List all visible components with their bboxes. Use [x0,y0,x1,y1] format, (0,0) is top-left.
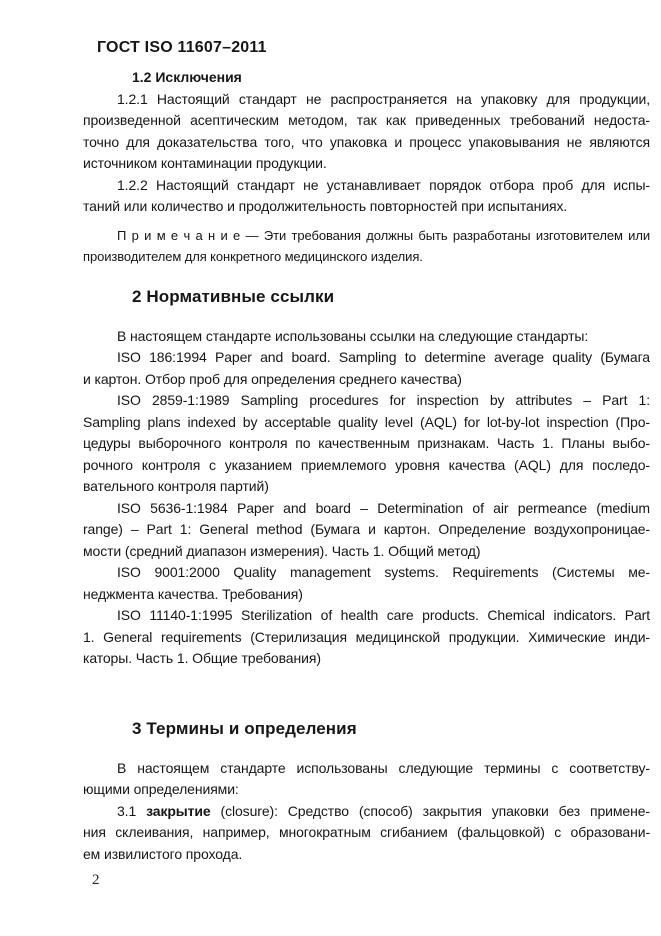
section-heading: 3 Термины и определения [132,718,357,738]
paragraph [83,498,650,563]
text-line: ISO 5636-1:1984 Paper and board – Determination of air permeance (medium [117,499,650,516]
text-line: вательного контроля партий) [83,478,269,494]
paragraph [83,758,650,801]
sub-section-heading: 1.2 Исключения [132,69,242,85]
text-line: произведенной асептическим методом, так как приведенных требований недоста- [83,112,650,128]
paragraph [83,801,650,866]
text-line [83,801,650,823]
text-line: источником контаминации продукции. [83,155,327,171]
text-line: 1.2.1 Настоящий стандарт не распространяется на упаковку для продукции, [117,90,650,107]
text-line: ISO 11140-1:1995 Sterilization of health care products. Chemical indicators. Part [117,607,650,623]
text-line: ISO 186:1994 Paper and board. Sampling to determine average quality (Бумага [117,349,650,365]
text-line: В настоящем стандарте использованы ссылки на следующие стандарты: [117,327,589,344]
text-line: ем извилистого прохода. [83,845,243,862]
paragraph [83,175,650,218]
text-line: ния склеивания, например, многократным сгибанием (фальцовкой) с образовани- [83,824,650,840]
text-line: range) – Part 1: General method (Бумага и картон. Определение воздухопроницае- [83,521,650,537]
document-page [83,37,650,865]
text-segment: (closure): Средство (способ) закрытия упаковки без примене- [210,802,650,819]
text-line: 1.2.2 Настоящий стандарт не устанавливает порядок отбора проб для испы- [117,176,650,193]
text-line: Sampling plans indexed by acceptable quality level (AQL) for lot-by-lot inspection (Про- [83,413,650,430]
text-line: каторы. Часть 1. Общие требования) [83,650,321,666]
text-segment: 3.1 [117,802,147,819]
paragraph [83,326,650,348]
text-line: 1. General requirements (Стерилизация медицинской продукции. Химические инди- [83,628,650,645]
paragraph [83,347,650,390]
text-line: ISO 9001:2000 Quality management systems. Requirements (Системы ме- [117,564,650,580]
paragraph [83,390,650,498]
text-line: и картон. Отбор проб для определения среднего качества) [83,370,462,387]
text-line: рочного контроля с указанием приемлемого уровня качества (AQL) для последо- [83,456,650,473]
term-bold-text: закрытие [146,802,211,819]
section-heading: 2 Нормативные ссылки [132,286,335,306]
text-line: производителем для конкретного медицинского изделия. [83,249,423,264]
paragraph [83,605,650,670]
text-line: неджмента качества. Требования) [83,585,303,602]
page-number: 2 [92,872,100,888]
text-line: таний или количество и продолжительность повторностей при испытаниях. [83,198,568,214]
text-line: ющими определениями: [83,781,239,797]
text-line: П р и м е ч а н и е — Эти требования должны быть разработаны изготовителем или [117,227,650,243]
document-body [83,67,650,865]
text-line: цедуры выборочного контроля по качественным признакам. Часть 1. Планы выбо- [83,435,650,451]
paragraph [83,562,650,605]
text-line: В настоящем стандарте использованы следующие термины с соответству- [117,759,650,776]
document-header: ГОСТ ISO 11607–2011 [97,39,267,56]
note-paragraph [83,225,650,268]
text-line: точно для доказательства того, что упаковка и процесс упаковывания не являются [83,133,650,150]
paragraph [83,89,650,175]
text-line: ISO 2859-1:1989 Sampling procedures for inspection by attributes – Part 1: [117,392,650,408]
text-line: мости (средний диапазон измерения). Часть 1. Общий метод) [83,542,481,559]
